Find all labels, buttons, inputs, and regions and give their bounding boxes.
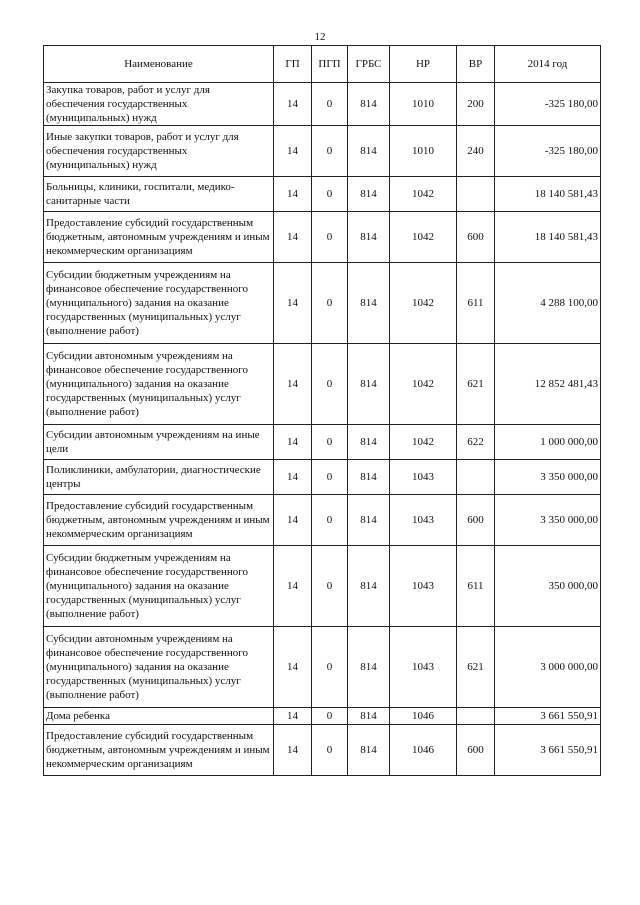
row-gp-cell: 14 <box>274 126 312 177</box>
row-nr-cell: 1046 <box>390 708 457 725</box>
row-grbs-cell: 814 <box>348 708 390 725</box>
row-vr-cell: 611 <box>457 263 495 344</box>
column-header-pgp: ПГП <box>312 46 348 83</box>
table-row <box>44 126 601 177</box>
row-nr-cell: 1043 <box>390 460 457 495</box>
row-gp-cell: 14 <box>274 212 312 263</box>
row-name-cell: Поликлиники, амбулатории, диагностические центры <box>44 460 274 495</box>
row-amount-cell: 3 661 550,91 <box>495 708 601 725</box>
row-grbs-cell: 814 <box>348 212 390 263</box>
row-grbs-cell: 814 <box>348 425 390 460</box>
table-row <box>44 725 601 776</box>
row-pgp-cell: 0 <box>312 344 348 425</box>
row-amount-cell: 3 350 000,00 <box>495 495 601 546</box>
row-gp-cell: 14 <box>274 725 312 776</box>
row-grbs-cell: 814 <box>348 344 390 425</box>
row-nr-cell: 1010 <box>390 126 457 177</box>
table-row <box>44 460 601 495</box>
table-header-row <box>44 46 601 83</box>
table-row <box>44 83 601 126</box>
row-amount-cell: 18 140 581,43 <box>495 177 601 212</box>
row-nr-cell: 1042 <box>390 212 457 263</box>
row-gp-cell: 14 <box>274 708 312 725</box>
row-grbs-cell: 814 <box>348 126 390 177</box>
row-vr-cell: 611 <box>457 546 495 627</box>
column-header-nr: НР <box>390 46 457 83</box>
row-vr-cell: 600 <box>457 495 495 546</box>
row-gp-cell: 14 <box>274 627 312 708</box>
row-gp-cell: 14 <box>274 495 312 546</box>
row-nr-cell: 1046 <box>390 725 457 776</box>
table-row <box>44 546 601 627</box>
row-grbs-cell: 814 <box>348 495 390 546</box>
row-vr-cell: 200 <box>457 83 495 126</box>
row-pgp-cell: 0 <box>312 425 348 460</box>
row-pgp-cell: 0 <box>312 126 348 177</box>
row-gp-cell: 14 <box>274 460 312 495</box>
column-header-grbs: ГРБС <box>348 46 390 83</box>
row-name-cell: Предоставление субсидий государственным бюджетным, автономным учреждениям и иным некоммерческим организациям <box>44 212 274 263</box>
row-vr-cell: 600 <box>457 212 495 263</box>
row-vr-cell <box>457 177 495 212</box>
row-pgp-cell: 0 <box>312 83 348 126</box>
row-amount-cell: -325 180,00 <box>495 126 601 177</box>
table-row <box>44 177 601 212</box>
row-amount-cell: 3 000 000,00 <box>495 627 601 708</box>
row-gp-cell: 14 <box>274 83 312 126</box>
table-row <box>44 708 601 725</box>
row-name-cell: Закупка товаров, работ и услуг для обеспечения государственных (муниципальных) нужд <box>44 83 274 126</box>
row-name-cell: Субсидии бюджетным учреждениям на финансовое обеспечение государственного (муниципального) задания на оказание государственных (муниципальных) услуг (выполнение работ) <box>44 546 274 627</box>
row-grbs-cell: 814 <box>348 83 390 126</box>
row-vr-cell: 621 <box>457 344 495 425</box>
row-pgp-cell: 0 <box>312 212 348 263</box>
row-grbs-cell: 814 <box>348 460 390 495</box>
row-amount-cell: -325 180,00 <box>495 83 601 126</box>
row-name-cell: Предоставление субсидий государственным бюджетным, автономным учреждениям и иным некоммерческим организациям <box>44 495 274 546</box>
row-pgp-cell: 0 <box>312 263 348 344</box>
row-gp-cell: 14 <box>274 177 312 212</box>
row-name-cell: Больницы, клиники, госпитали, медико-санитарные части <box>44 177 274 212</box>
row-amount-cell: 1 000 000,00 <box>495 425 601 460</box>
row-grbs-cell: 814 <box>348 546 390 627</box>
column-header-year: 2014 год <box>495 46 601 83</box>
row-name-cell: Субсидии автономным учреждениям на иные цели <box>44 425 274 460</box>
row-grbs-cell: 814 <box>348 627 390 708</box>
row-gp-cell: 14 <box>274 344 312 425</box>
row-grbs-cell: 814 <box>348 177 390 212</box>
row-nr-cell: 1042 <box>390 263 457 344</box>
budget-table <box>43 45 601 776</box>
row-name-cell: Субсидии автономным учреждениям на финансовое обеспечение государственного (муниципального) задания на оказание государственных (муниципальных) услуг (выполнение работ) <box>44 627 274 708</box>
column-header-vr: ВР <box>457 46 495 83</box>
row-vr-cell <box>457 708 495 725</box>
row-nr-cell: 1042 <box>390 177 457 212</box>
row-vr-cell: 622 <box>457 425 495 460</box>
column-header-name: Наименование <box>44 46 274 83</box>
row-amount-cell: 3 661 550,91 <box>495 725 601 776</box>
row-name-cell: Предоставление субсидий государственным бюджетным, автономным учреждениям и иным некоммерческим организациям <box>44 725 274 776</box>
row-nr-cell: 1042 <box>390 344 457 425</box>
table-row <box>44 425 601 460</box>
row-vr-cell: 240 <box>457 126 495 177</box>
row-vr-cell: 600 <box>457 725 495 776</box>
table-row <box>44 627 601 708</box>
row-grbs-cell: 814 <box>348 725 390 776</box>
row-pgp-cell: 0 <box>312 177 348 212</box>
row-gp-cell: 14 <box>274 425 312 460</box>
row-pgp-cell: 0 <box>312 460 348 495</box>
row-pgp-cell: 0 <box>312 627 348 708</box>
row-name-cell: Дома ребенка <box>44 708 274 725</box>
row-grbs-cell: 814 <box>348 263 390 344</box>
table-row <box>44 344 601 425</box>
table-row <box>44 212 601 263</box>
page-number: 12 <box>314 31 326 43</box>
row-gp-cell: 14 <box>274 263 312 344</box>
row-amount-cell: 12 852 481,43 <box>495 344 601 425</box>
row-pgp-cell: 0 <box>312 495 348 546</box>
row-amount-cell: 4 288 100,00 <box>495 263 601 344</box>
row-gp-cell: 14 <box>274 546 312 627</box>
row-nr-cell: 1043 <box>390 546 457 627</box>
row-nr-cell: 1042 <box>390 425 457 460</box>
row-amount-cell: 3 350 000,00 <box>495 460 601 495</box>
row-name-cell: Субсидии бюджетным учреждениям на финансовое обеспечение государственного (муниципального) задания на оказание государственных (муниципальных) услуг (выполнение работ) <box>44 263 274 344</box>
table-row <box>44 495 601 546</box>
row-amount-cell: 350 000,00 <box>495 546 601 627</box>
row-nr-cell: 1043 <box>390 495 457 546</box>
column-header-gp: ГП <box>274 46 312 83</box>
row-name-cell: Иные закупки товаров, работ и услуг для обеспечения государственных (муниципальных) нужд <box>44 126 274 177</box>
row-pgp-cell: 0 <box>312 546 348 627</box>
row-vr-cell <box>457 460 495 495</box>
row-vr-cell: 621 <box>457 627 495 708</box>
table-row <box>44 263 601 344</box>
row-nr-cell: 1043 <box>390 627 457 708</box>
row-name-cell: Субсидии автономным учреждениям на финансовое обеспечение государственного (муниципального) задания на оказание государственных (муниципальных) услуг (выполнение работ) <box>44 344 274 425</box>
row-amount-cell: 18 140 581,43 <box>495 212 601 263</box>
row-pgp-cell: 0 <box>312 708 348 725</box>
row-pgp-cell: 0 <box>312 725 348 776</box>
row-nr-cell: 1010 <box>390 83 457 126</box>
